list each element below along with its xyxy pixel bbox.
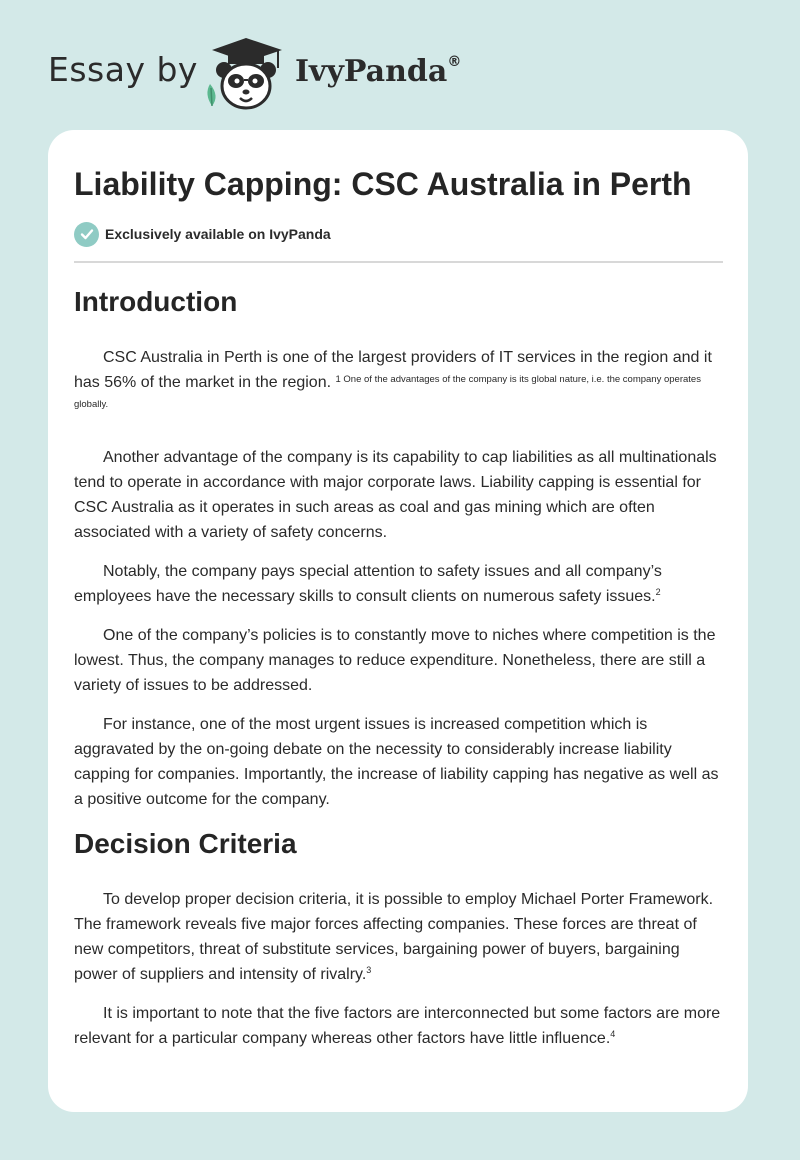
registered-mark: ® [447, 54, 462, 70]
footnote-ref[interactable]: 3 [366, 965, 372, 975]
inline-footnote: 1 One of the advantages of the company is its global nature, i.e. the company operates globally. [74, 374, 701, 410]
checkmark-icon [74, 222, 99, 247]
paragraph [74, 345, 724, 420]
divider [74, 261, 723, 263]
footnote-ref[interactable]: 2 [655, 587, 661, 597]
brand-text: IvyPanda [295, 54, 448, 89]
paragraph-text: CSC Australia in Perth is one of the largest providers of IT services in the region and it has 56% of the market in the region. [74, 349, 712, 391]
paragraph-text: It is important to note that the five factors are interconnected but some factors are more relevant for a particular company whereas other factors have little influence. [74, 1005, 721, 1047]
essay-card [48, 130, 748, 1112]
section-heading-introduction: Introduction [74, 286, 238, 317]
paragraph [74, 559, 724, 609]
paragraph [74, 623, 724, 698]
paragraph-text: Notably, the company pays special attention to safety issues and all company’s employees have the necessary skills to consult clients on numerous safety issues. [74, 563, 662, 605]
panda-logo-icon[interactable] [200, 34, 290, 112]
paragraph [74, 887, 724, 987]
paragraph [74, 712, 724, 812]
essay-title: Liability Capping: CSC Australia in Perth [74, 166, 692, 202]
exclusive-label: Exclusively available on IvyPanda [105, 226, 331, 242]
essay-body [74, 280, 724, 1051]
paragraph [74, 1001, 724, 1051]
footnote-ref[interactable]: 4 [610, 1029, 616, 1039]
paragraph-text: Another advantage of the company is its capability to cap liabilities as all multinationals tend to operate in accordance with major corporate laws. Liability capping is essential for CSC Australia as it operates in such areas as coal and gas mining which are often associated with a variety of safety concerns. [74, 449, 717, 541]
paragraph-text: For instance, one of the most urgent issues is increased competition which is aggravated by the on-going debate on the necessity to considerably increase liability capping for companies. Importantly, the increase of liability capping has negative as well as a positive outcome for the company. [74, 716, 719, 808]
exclusive-badge [74, 221, 331, 247]
site-header [0, 0, 800, 130]
essay-by-label: Essay by [48, 50, 198, 89]
brand-name[interactable] [295, 54, 461, 89]
paragraph-text: One of the company’s policies is to constantly move to niches where competition is the lowest. Thus, the company manages to reduce expenditure. Nonetheless, there are still a variety of issues to be addressed. [74, 627, 716, 694]
paragraph [74, 445, 724, 545]
paragraph-text: To develop proper decision criteria, it is possible to employ Michael Porter Framework. The framework reveals five major forces affecting companies. These forces are threat of new competitors, threat of substitute services, bargaining power of buyers, bargaining power of suppliers and intensity of rivalry. [74, 891, 714, 983]
section-heading-decision-criteria: Decision Criteria [74, 828, 297, 859]
